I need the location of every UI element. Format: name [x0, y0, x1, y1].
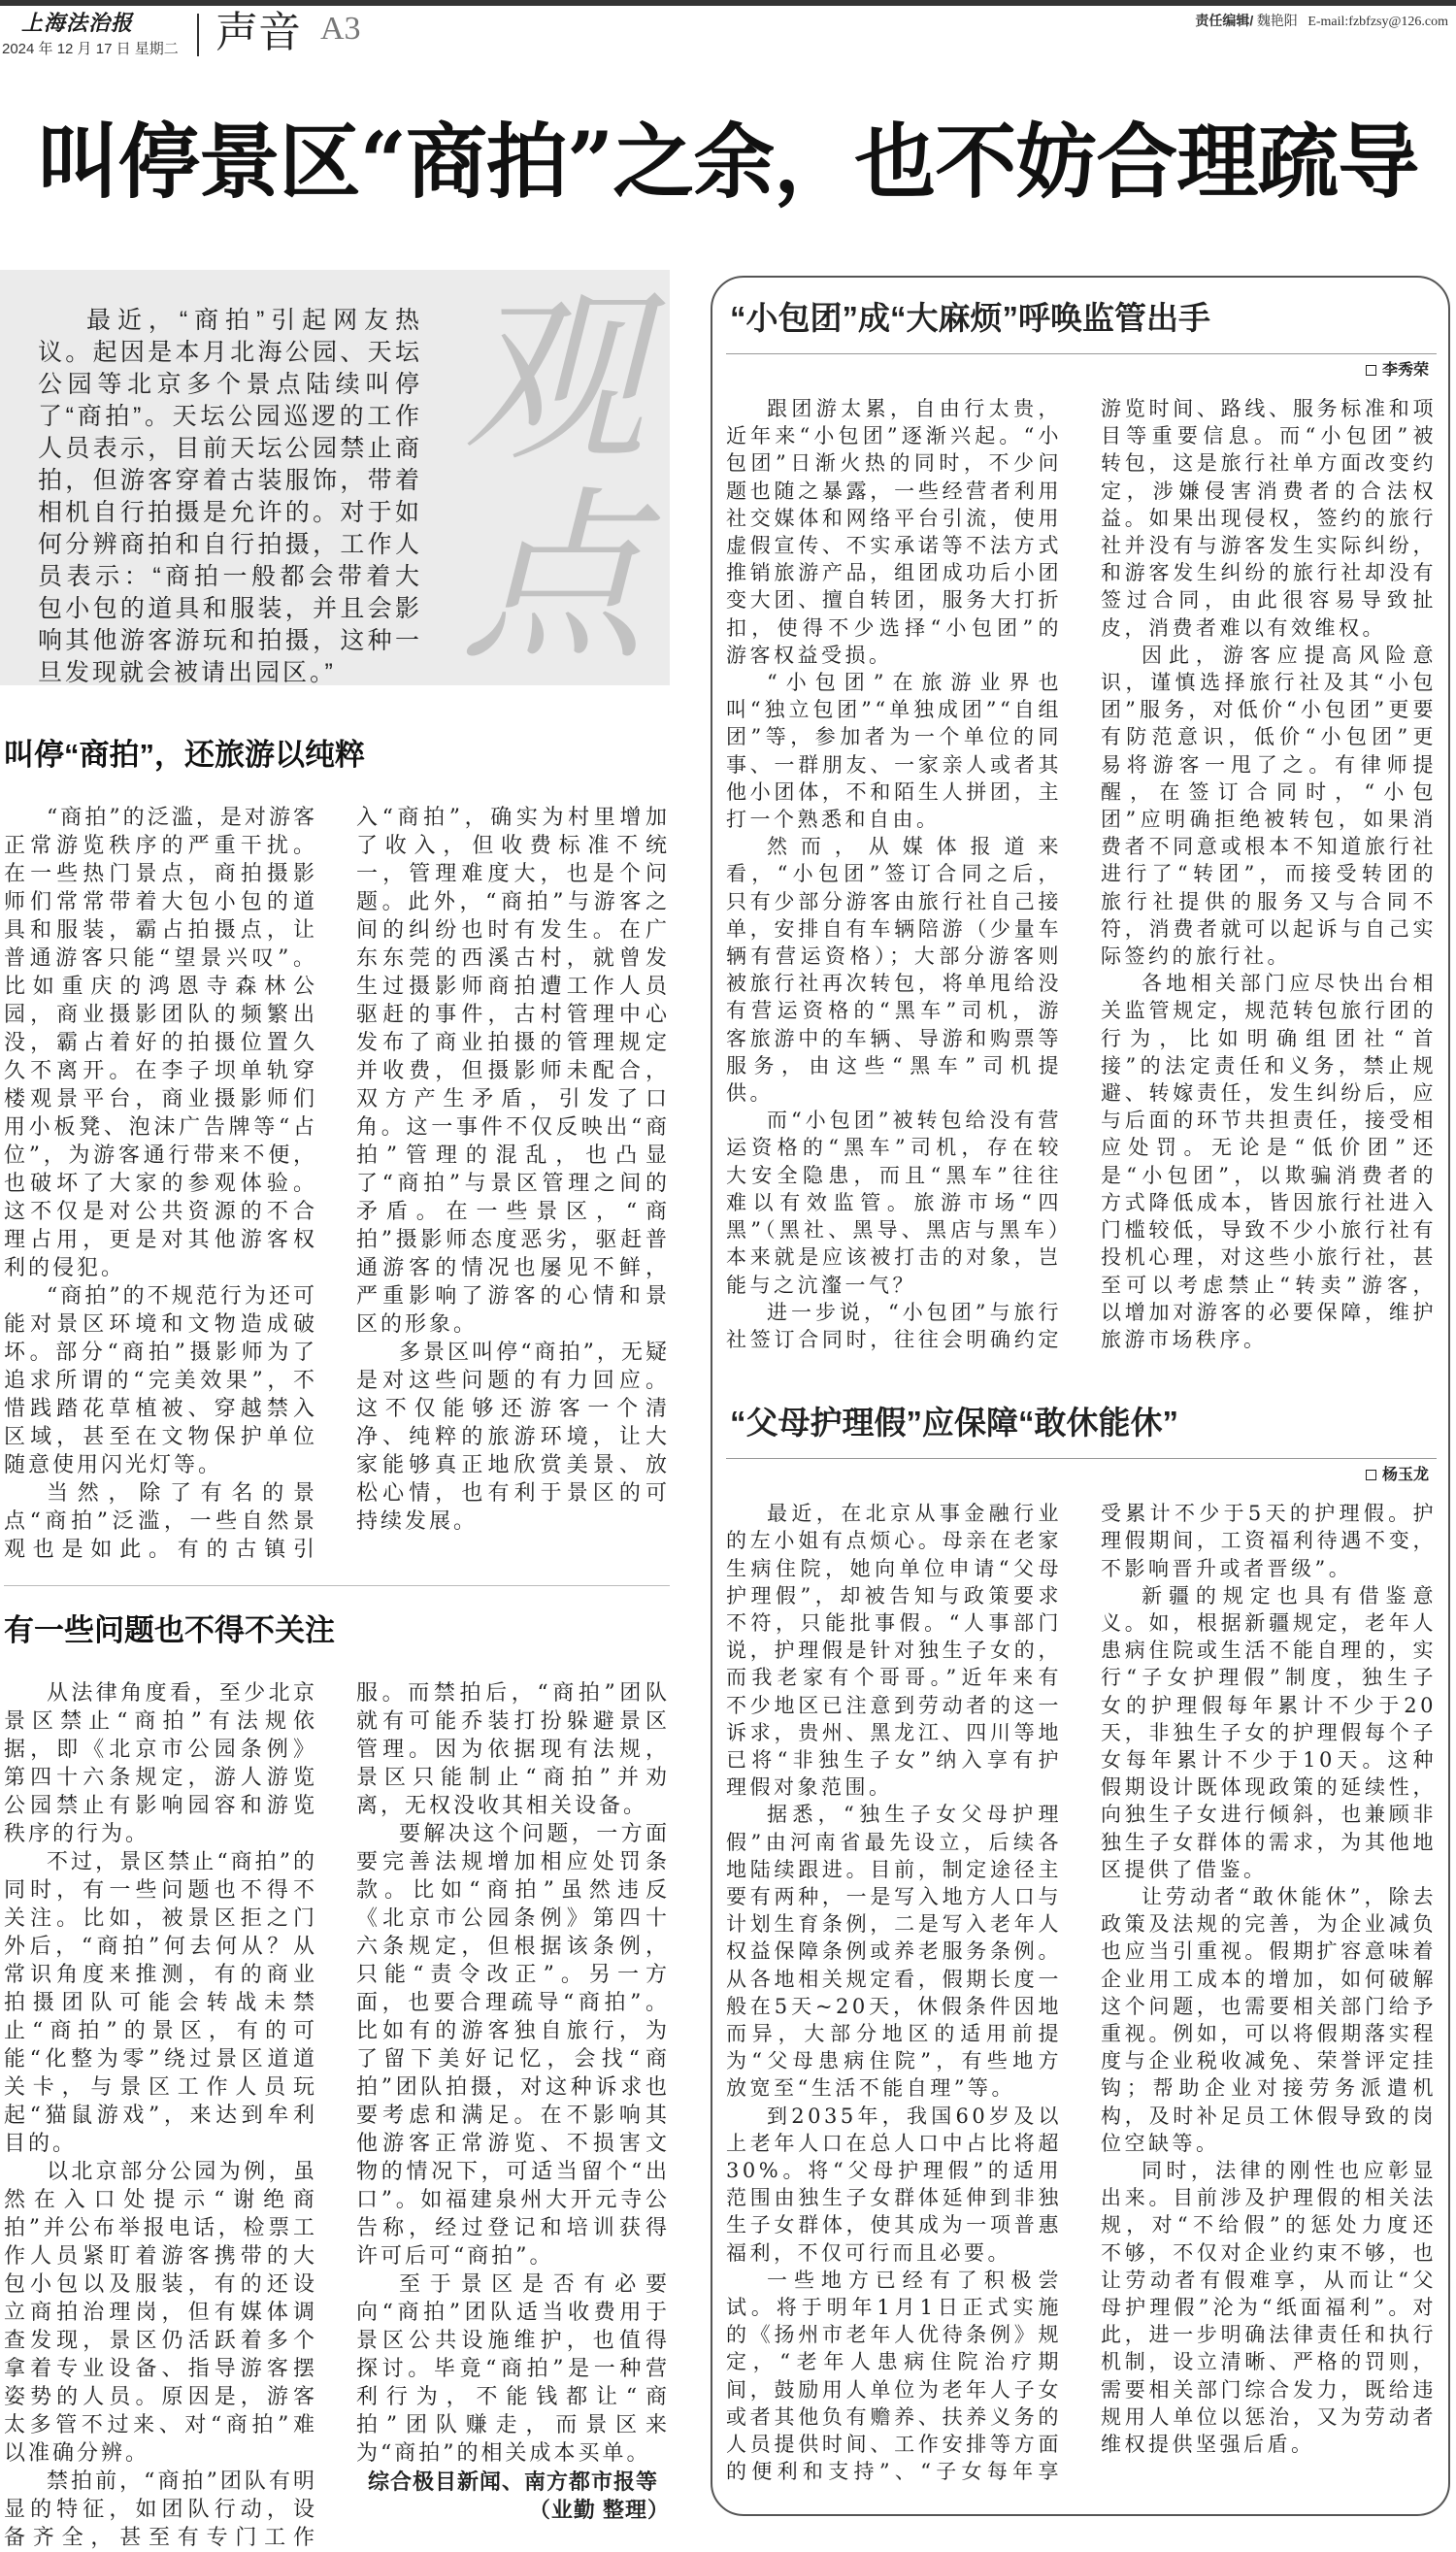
- editor-info: [1195, 12, 1448, 31]
- author-box-icon: [1366, 1470, 1376, 1480]
- editor-email: E-mail:fzbfzsy@126.com: [1307, 15, 1448, 29]
- commentary-box: [711, 276, 1450, 2516]
- article-2-title: 有一些问题也不得不关注: [4, 1613, 335, 1647]
- article-3-title: “小包团”成“大麻烦”呼唤监管出手: [730, 300, 1210, 336]
- article-4-body: [726, 1500, 1437, 2485]
- paragraph: 不过，景区禁止“商拍”的同时，有一些问题也不得不关注。比如，被景区拒之门外后，“商拍”何去何从？从常识角度来推测，有的商业拍摄团队可能会转战未禁止“商拍”的景区，有的可能“化整为零”绕过景区道道关卡，与景区工作人员玩起“猫鼠游戏”，来达到牟利目的。: [4, 1850, 317, 2156]
- editor-name: 魏艳阳: [1256, 15, 1298, 29]
- paragraph: 同时，法律的刚性也应彰显出来。目前涉及护理假的相关法规，对“不给假”的惩处力度还不够，不仅对企业约束不够，也让劳动者有假难享，从而让“父母护理假”沦为“纸面福利”。对此，进一步明确法律责任和执行机制，设立清晰、严格的罚则，需要相关部门综合发力，既给违规用人单位以惩治，又为劳动者维权提供坚强后盾。: [1101, 2158, 1437, 2457]
- paragraph: 让劳动者“敢休能休”，除去政策及法规的完善，为企业减负也应当引重视。假期扩容意味着企业用工成本的增加，如何破解这个问题，也需要相关部门给予重视。例如，可以将假期落实程度与企业税收减免、荣誉评定挂钩；帮助企业对接劳务派遣机构，及时补足员工休假导致的岗位空缺等。: [1101, 1884, 1437, 2155]
- paragraph: “商拍”的泛滥，是对游客正常游览秩序的严重干扰。在一些热门景点，商拍摄影师们常常带着大包小包的道具和服装，霸占拍摄点，让普通游客只能“望景兴叹”。比如重庆的鸿恩寺森林公园，商业摄影团队的频繁出没，霸占着好的拍摄位置久久不离开。在李子坝单轨穿楼观景平台，商业摄影师们用小板凳、泡沫广告牌等“占位”，为游客通行带来不便，也破坏了大家的参观体验。这不仅是对公共资源的不合理占用，更是对其他游客权利的侵犯。: [4, 806, 317, 1280]
- paragraph: “商拍”的不规范行为还可能对景区环境和文物造成破坏。部分“商拍”摄影师为了追求所谓的“完美效果”，不惜践踏花草植被、穿越禁入区域，甚至在文物保护单位随意使用闪光灯等。: [4, 1284, 317, 1477]
- paragraph: 进一步说，“小包团”与旅行社签订合同时，往往会明确约定游览时间、路线、服务标准和项目等重要信息。而“小包团”被转包，这是旅行社单方面改变约定，涉嫌侵害消费者的合法权益。如果出现侵权，签约的旅行社并没有与游客发生实际纠纷，和游客发生纠纷的旅行社却没有签过合同，由此很容易导致扯皮，消费者难以有效维权。: [726, 397, 1437, 1351]
- article-4-title: “父母护理假”应保障“敢休能休”: [730, 1405, 1178, 1442]
- page-number: A3: [320, 11, 361, 47]
- paragraph: 因此，游客应提高风险意识，谨慎选择旅行社及其“小包团”服务，对低价“小包团”更要有防范意识，低价“小包团”更易将游客一甩了之。有律师提醒，在签订合同时，“小包团”应明确拒绝被转包，如果消费者不同意或根本不知道旅行社进行了“转团”，而接受转团的旅行社提供的服务又与合同不符，消费者就可以起诉与自己实际签约的旅行社。: [1101, 643, 1437, 969]
- paragraph: 当然，除了有名的景点“商拍”泛滥，一些自然景观也是如此。有的古镇引入“商拍”，确实为村里增加了收入，但收费标准不统一，管理难度大，也是个问题。此外，“商拍”与游客之间的纠纷也时有发生。在广东东莞的西溪古村，就曾发生过摄影师商拍遭工作人员驱赶的事件，古村管理中心发布了商业拍摄的管理规定并收费，但摄影师未配合，双方产生矛盾，引发了口角。这一事件不仅反映出“商拍”管理的混乱，也凸显了“商拍”与景区管理之间的矛盾。在一些景区，“商拍”摄影师态度恶劣，驱赶普通游客的情况也屡见不鲜，严重影响了游客的心情和景区的形象。: [4, 806, 670, 1562]
- paragraph: 至于景区是否有必要向“商拍”团队适当收费用于景区公共设施维护，也值得探讨。毕竟“商拍”是一种营利行为，不能钱都让“商拍”团队赚走，而景区来为“商拍”的相关成本买单。: [356, 2272, 670, 2466]
- author-name: 李秀荣: [1381, 362, 1429, 379]
- article-4-author: [726, 1465, 1429, 1486]
- header-divider: [197, 14, 199, 56]
- viewpoint-badge: [456, 272, 650, 685]
- paragraph: “小包团”在旅游业界也叫“独立包团”“单独成团”“自组团”等，参加者为一个单位的同事、一群朋友、一家亲人或者其他小团体，不和陌生人拼团，主打一个熟悉和自由。: [726, 671, 1062, 832]
- article-1-body: [4, 804, 670, 1564]
- intro-box: [0, 270, 670, 685]
- paragraph: 最近，在北京从事金融行业的左小姐有点烦心。母亲在老家生病住院，她向单位申请“父母护理假”，却被告知与政策要求不符，只能批事假。“人事部门说，护理假是针对独生子女的，而我老家有个哥哥。”近年来有不少地区已注意到劳动者的这一诉求，贵州、黑龙江、四川等地已将“非独生子女”纳入享有护理假对象范围。: [726, 1502, 1062, 1800]
- article-3-body: [726, 395, 1437, 1353]
- source-credit: 综合极目新闻、南方都市报等: [367, 2469, 658, 2494]
- section-divider: [4, 1585, 670, 1586]
- paragraph: 禁拍前，“商拍”团队有明显的特征，如团队行动，设备齐全，甚至有专门工作服。而禁拍后，“商拍”团队就有可能乔装打扮躲避景区管理。因为依据现有法规，景区只能制止“商拍”并劝离，无权没收其相关设备。: [4, 1681, 670, 2550]
- paragraph: 各地相关部门应尽快出台相关监管规定，规范转包旅行团的行为，比如明确组团社“首接”的法定责任和义务，禁止规避、转嫁责任，发生纠纷后，应与后面的环节共担责任，接受相应处罚。无论是“低价团”还是“小包团”，以欺骗消费者的方式降低成本，皆因旅行社进入门槛较低，导致不少小旅行社有投机心理，对这些小旅行社，甚至可以考虑禁止“转卖”游客，以增加对游客的必要保障，维护旅游市场秩序。: [1101, 972, 1437, 1351]
- paragraph: 跟团游太累，自由行太贵，近年来“小包团”逐渐兴起。“小包团”日渐火热的同时，不少问题也随之暴露，一些经营者利用社交媒体和网络平台引流，使用虚假宣传、不实承诺等不法方式推销旅游产品，组团成功后小团变大团、擅自转团，服务大打折扣，使得不少选择“小包团”的游客权益受损。: [726, 397, 1062, 667]
- paragraph: 一些地方已经有了积极尝试。将于明年1月1日正式实施的《扬州市老年人优待条例》规定，“老年人患病住院治疗期间，鼓励用人单位为老年人子女或者其他负有赡养、扶养义务的人员提供时间、工作安排等方面的便利和支持”、“子女每年享受累计不少于5天的护理假。护理假期间，工资福利待遇不变，不影响晋升或者晋级”。: [726, 1502, 1437, 2484]
- newspaper-logo: 上海法治报: [21, 11, 134, 36]
- article-2-body: [4, 1679, 670, 2552]
- issue-date: 2024 年 12 月 17 日 星期二: [2, 41, 179, 57]
- badge-char-dian: 点: [460, 471, 645, 685]
- top-rule: [0, 0, 1456, 6]
- left-articles: [0, 736, 672, 2552]
- article-spacer: [726, 1353, 1437, 1402]
- paragraph: 要解决这个问题，一方面要完善法规增加相应处罚条款。比如“商拍”虽然违反《北京市公园条例》第四十六条规定，但根据该条例，只能“责令改正”。另一方面，也要合理疏导“商拍”。比如有的游客独自旅行，为了留下美好记忆，会找“商拍”团队拍摄，对这种诉求也要考虑和满足。在不影响其他游客正常游览、不损害文物的情况下，可适当留个“出口”。如福建泉州大开元寺公告称，经过登记和培训获得许可后可“商拍”。: [356, 1822, 670, 2269]
- paragraph: 新疆的规定也具有借鉴意义。如，根据新疆规定，老年人患病住院或生活不能自理的，实行“子女护理假”制度，独生子女的护理假每年累计不少于20天，非独生子女的护理假每个子女每年累计不少于10天。这种假期设计既体现政策的延续性，向独生子女进行倾斜，也兼顾非独生子女群体的需求，为其他地区提供了借鉴。: [1101, 1583, 1437, 1881]
- title-rule: [726, 353, 1437, 354]
- article-1-title: 叫停“商拍”，还旅游以纯粹: [4, 738, 365, 772]
- author-box-icon: [1366, 365, 1376, 376]
- author-name: 杨玉龙: [1381, 1467, 1429, 1484]
- paragraph: 多景区叫停“商拍”，无疑是对这些问题的有力回应。这不仅能够还游客一个清净、纯粹的旅游环境，让大家能够真正地欣赏美景、放松心情，也有利于景区的可持续发展。: [356, 1341, 670, 1534]
- paragraph: 到2035年，我国60岁及以上老年人口在总人口中占比将超30%。将“父母护理假”的适用范围由独生子女群体延伸到非独生子女群体，使其成为一项普惠福利，不仅可行而且必要。: [726, 2104, 1062, 2265]
- paragraph: 据悉，“独生子女父母护理假”由河南省最先设立，后续各地陆续跟进。目前，制定途径主要有两种，一是写入地方人口与计划生育条例，二是写入老年人权益保障条例或养老服务条例。从各地相关规定看，假期长度一般在5天~20天，休假条件因地而异，大部分地区的适用前提为“父母患病住院”，有些地方放宽至“生活不能自理”等。: [726, 1803, 1062, 2101]
- main-headline: 叫停景区“商拍”之余，也不妨合理疏导: [37, 114, 1419, 210]
- section-name: 声音: [215, 9, 301, 56]
- paragraph: 而“小包团”被转包给没有营运资格的“黑车”司机，存在较大安全隐患，而且“黑车”往往难以有效监管。旅游市场“四黑”（黑社、黑导、黑店与黑车）本来就是应该被打击的对象，岂能与之沆瀣一气？: [726, 1109, 1062, 1297]
- paragraph: 以北京部分公园为例，虽然在入口处提示“谢绝商拍”并公布举报电话，检票工作人员紧盯着游客携带的大包小包以及服装，有的还设立商拍治理岗，但有媒体调查发现，景区仍活跃着多个拿着专业设备、指导游客摆姿势的人员。原因是，游客太多管不过来、对“商拍”难以准确分辨。: [4, 2160, 317, 2466]
- paragraph: 然而，从媒体报道来看，“小包团”签订合同之后，只有少部分游客由旅行社自己接单，安排自有车辆陪游（少量车辆有营运资格）；大部分游客则被旅行社再次转包，将单甩给没有营运资格的“黑车”司机，游客旅游中的车辆、导游和购票等服务，由这些“黑车”司机提供。: [726, 835, 1062, 1106]
- paragraph: 从法律角度看，至少北京景区禁止“商拍”有法规依据，即《北京市公园条例》第四十六条规定，游人游览公园禁止有影响园容和游览秩序的行为。: [4, 1681, 317, 1846]
- intro-text: 最近，“商拍”引起网友热议。起因是本月北海公园、天坛公园等北京多个景点陆续叫停了“商拍”。天坛公园巡逻的工作人员表示，目前天坛公园禁止商拍，但游客穿着古装服饰，带着相机自行拍摄是允许的。对于如何分辨商拍和自行拍摄，工作人员表示：“商拍一般都会带着大包小包的道具和服装，并且会影响其他游客游玩和拍摄，这种一旦发现就会被请出园区。”: [38, 307, 422, 686]
- title-rule: [726, 1458, 1437, 1459]
- compiler-credit: （业勤 整理）: [528, 2498, 670, 2522]
- editor-label: 责任编辑/: [1195, 13, 1254, 28]
- badge-char-guan: 观: [460, 272, 645, 486]
- article-3-author: [726, 360, 1429, 381]
